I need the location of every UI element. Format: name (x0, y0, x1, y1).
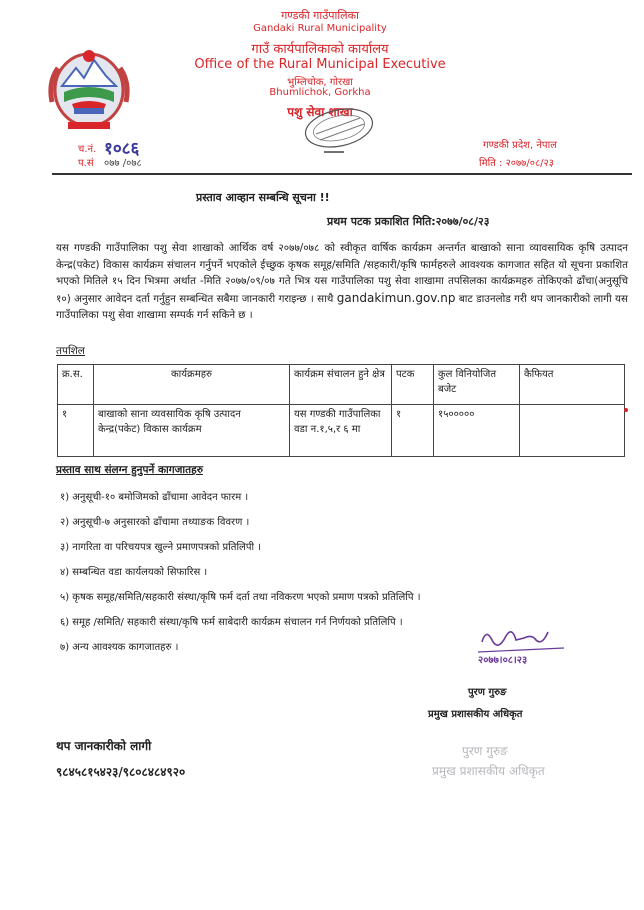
cell-times: १ (392, 405, 434, 457)
attachment-item: २) अनुसूची-७ अनुसारको ढाँचामा तथ्याङक विवरण । (60, 517, 250, 528)
attachment-item: ४) सम्बन्धित वडा कार्यलयको सिफारिस । (60, 567, 208, 578)
details-section-label: तपशिल (56, 345, 85, 357)
cell-budget: १५००००० (434, 405, 520, 457)
attachments-title: प्रस्ताव साथ संलग्न हुनुपर्ने कागजातहरु (56, 464, 203, 476)
address-english: Bhumlichok, Gorkha (269, 87, 371, 98)
date-label: मिति : २०७७/०८/२३ (479, 158, 554, 169)
header-cell-remarks: कैफियत (520, 365, 625, 405)
attachment-item: ६) समूह /समिति/ सहकारी संस्था/कृषि फर्म साबेदारी कार्यक्रम संचालन गर्न निर्णयको प्रतिलिपि । (60, 617, 403, 628)
notice-paragraph (56, 240, 628, 324)
paragraph-part-1: यस गण्डकी गाउँपालिका पशु सेवा शाखाको आर्थिक वर्ष २०७७/०७८ को स्वीकृत वार्षिक कार्यक्रम अन्तर्गत बाखाको साना व्यावसायिक कृषि उत्पादन केन्द्र(पकेट) विकास कार्यक्रम संचालन गर्नुपर्ने भएकोले ईच्छुक कृषक समूह/समिति /सहकारी/कृषि फार्महरुले आवश्यक कागजात सहित यो सूचना प्रकाशित भएको मितिले १५ दिन भित्रमा अर्थात -मिति २०७७/०९/०७ गते भित्र यस गाउँपालिका पशु सेवा शाखामा तपसिलका कार्यक्रमहरु तोकिएको ढाँचा(अनुसूचि १०) अनुसार आवेदन दर्ता गर्नुहुन सम्बन्धित सबैमा जानकारी गराइन्छ । साथै (56, 242, 628, 305)
header-cell-programs: कार्यक्रमहरु (94, 365, 290, 405)
faded-name-stamp: पुरण गुरुङ (462, 744, 508, 758)
margin-mark (624, 408, 628, 412)
municipality-name-nepali: गण्डकी गाउँपालिका (281, 9, 359, 22)
letter-no-label: प.सं (78, 158, 94, 169)
nepal-emblem-logo (44, 42, 134, 134)
header-cell-times: पटक (392, 365, 434, 405)
published-date: प्रथम पटक प्रकाशित मिति:२०७७/०८/२३ (327, 215, 490, 228)
attachment-item: १) अनुसूची-१० बमोजिमको ढाँचामा आवेदन फारम । (60, 492, 249, 503)
attachment-item: ३) नागरिता वा परिचयपत्र खुल्ने प्रमाणपत्रको प्रतिलिपी । (60, 542, 262, 553)
municipality-name-english: Gandaki Rural Municipality (253, 23, 387, 34)
header-cell-sn: क्र.स. (58, 365, 94, 405)
attachment-item: ५) कृषक समूह/समिति/सहकारी संस्था/कृषि फर्म दर्ता तथा नविकरण भएको प्रमाण पत्रको प्रतिलिपि । (60, 592, 421, 603)
signer-title: प्रमुख प्रशासकीय अधिकृत (428, 709, 523, 720)
province-label: गण्डकी प्रदेश, नेपाल (483, 140, 557, 151)
program-table (57, 364, 625, 457)
official-stamp (296, 104, 382, 160)
cell-remarks (520, 405, 625, 457)
contact-title: थप जानकारीको लागी (56, 739, 152, 753)
handwritten-date: २०७७।०८।२३ (478, 655, 528, 666)
paragraph-part-2: बाट डाउनलोड गरी थप जानकारीको लागी यस गाउँपालिका पशु सेवा शाखामा सम्पर्क गर्न सकिने छ । (56, 292, 628, 321)
notice-subject: प्रस्ताव आव्हान सम्बन्धि सूचना !! (196, 191, 330, 204)
attachment-item: ७) अन्य आवश्यक कागजातहरु । (60, 642, 179, 653)
header-cell-budget: कुल विनियोजित बजेट (434, 365, 520, 405)
cell-area: यस गण्डकी गाउँपालिका वडा न.१,५,र ६ मा (290, 405, 392, 457)
ref-no-value: १०८६ (104, 139, 140, 159)
header-cell-area: कार्यक्रम संचालन हुने क्षेत्र (290, 365, 392, 405)
section-name: पशु सेवा शाखा (287, 105, 353, 119)
office-name-english: Office of the Rural Municipal Executive (194, 57, 446, 72)
letter-no-value: ०७७ /०७८ (104, 158, 142, 169)
table-row (58, 405, 625, 457)
office-name-nepali: गाउँ कार्यपालिकाको कार्यालय (251, 42, 389, 57)
header-divider (52, 173, 632, 175)
cell-program: बाखाको साना व्यवसायिक कृषि उत्पादन केन्द्र(पकेट) विकास कार्यक्रम (94, 405, 290, 457)
ref-no-label: च.नं. (78, 144, 97, 155)
cell-sn: १ (58, 405, 94, 457)
signer-name: पुरण गुरुङ (468, 687, 507, 698)
address-nepali: भुम्लिचोक, गोरखा (287, 77, 353, 88)
website-link[interactable]: gandakimun.gov.np (336, 290, 456, 305)
table-header-row (58, 365, 625, 405)
faded-title-stamp: प्रमुख प्रशासकीय अधिकृत (432, 764, 545, 778)
contact-phone-numbers: ९८४५८१५४२३/९८०८४८४९२० (56, 765, 186, 779)
